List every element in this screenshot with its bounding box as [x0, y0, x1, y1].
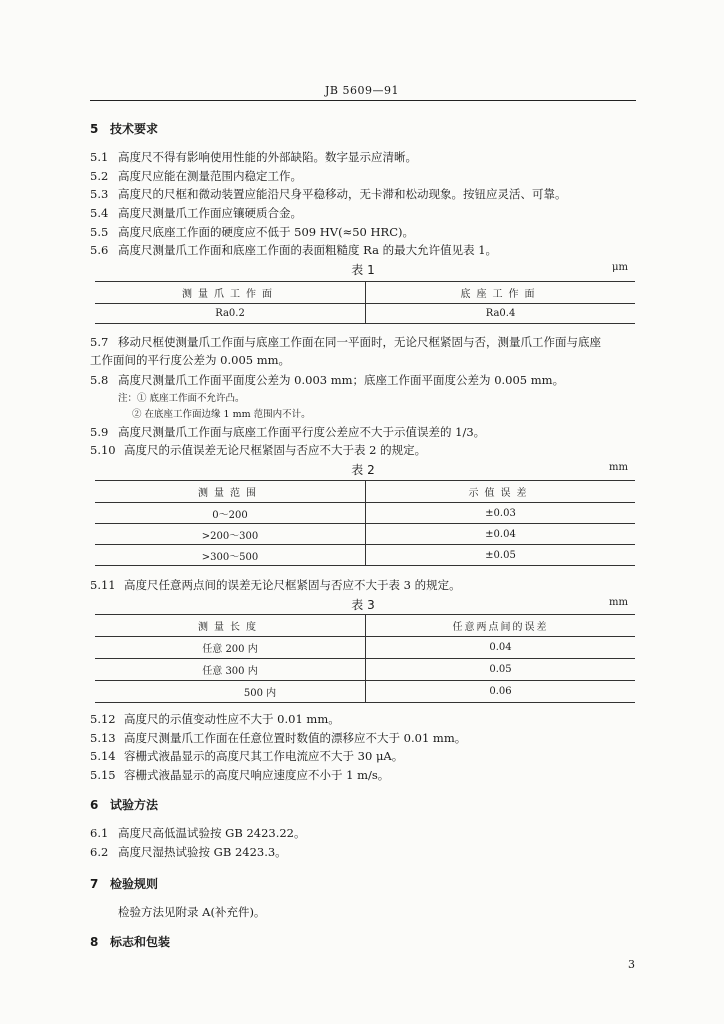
table-2-unit: mm — [609, 462, 628, 473]
standard-header: JB 5609—91 — [325, 84, 399, 97]
clause-5-15: 5.15 容栅式液晶显示的高度尺响应速度应不小于 1 m/s。 — [90, 768, 390, 782]
table-1-header-cell: 测量爪工作面 — [95, 282, 366, 304]
table-2-cell: ±0.03 — [366, 503, 636, 524]
table-2-cell: ±0.04 — [366, 524, 636, 545]
table-3-header-cell: 任意两点间的误差 — [366, 615, 636, 637]
table-3-cell: 0.05 — [366, 659, 636, 681]
table-1-header-cell: 底座工作面 — [366, 282, 636, 304]
clause-5-9: 5.9 高度尺测量爪工作面与底座工作面平行度公差应不大于示值误差的 1/3。 — [90, 425, 486, 439]
table-3-caption: 表 3 — [351, 598, 375, 612]
clause-5-5: 5.5 高度尺底座工作面的硬度应不低于 509 HV(≈50 HRC)。 — [90, 225, 414, 239]
clause-5-8-note-1: 注：① 底座工作面不允许凸。 — [118, 393, 245, 404]
header-rule — [90, 100, 636, 101]
clause-5-6: 5.6 高度尺测量爪工作面和底座工作面的表面粗糙度 Ra 的最大允许值见表 1。 — [90, 243, 498, 257]
clause-6-1: 6.1 高度尺高低温试验按 GB 2423.22。 — [90, 826, 306, 840]
section-7-heading: 7 检验规则 — [90, 877, 159, 891]
table-3-cell: 0.06 — [366, 681, 636, 703]
section-6-heading: 6 试验方法 — [90, 798, 159, 812]
table-2-cell: >300～500 — [95, 545, 366, 566]
page-number: 3 — [628, 958, 635, 971]
table-3-cell: 任意 300 内 — [95, 659, 366, 681]
clause-5-11: 5.11 高度尺任意两点间的误差无论尺框紧固与否应不大于表 3 的规定。 — [90, 578, 461, 592]
table-2-caption: 表 2 — [351, 463, 375, 477]
table-2-cell: >200～300 — [95, 524, 366, 545]
clause-5-2: 5.2 高度尺应能在测量范围内稳定工作。 — [90, 169, 302, 183]
table-2-cell: ±0.05 — [366, 545, 636, 566]
table-1-unit: μm — [612, 262, 628, 273]
table-2-header-cell: 测量范围 — [95, 481, 366, 503]
clause-6-2: 6.2 高度尺湿热试验按 GB 2423.3。 — [90, 845, 287, 859]
clause-5-8: 5.8 高度尺测量爪工作面平面度公差为 0.003 mm；底座工作面平面度公差为 0.005 mm。 — [90, 373, 565, 387]
table-3-cell: 0.04 — [366, 637, 636, 659]
clause-5-4: 5.4 高度尺测量爪工作面应镶硬质合金。 — [90, 206, 302, 220]
clause-5-13: 5.13 高度尺测量爪工作面在任意位置时数值的漂移应不大于 0.01 mm。 — [90, 731, 467, 745]
section-7-text: 检验方法见附录 A(补充件)。 — [118, 905, 266, 919]
table-3-header-cell: 测量长度 — [95, 615, 366, 637]
clause-5-7: 5.7 移动尺框使测量爪工作面与底座工作面在同一平面时，无论尺框紧固与否，测量爪工作面与底座 — [90, 335, 601, 349]
clause-5-8-note-2: ② 在底座工作面边缘 1 mm 范围内不计。 — [132, 409, 311, 420]
section-5-heading: 5 技术要求 — [90, 122, 159, 136]
table-1 — [95, 281, 635, 324]
table-3-unit: mm — [609, 597, 628, 608]
clause-5-10: 5.10 高度尺的示值误差无论尺框紧固与否应不大于表 2 的规定。 — [90, 443, 427, 457]
table-1-cell: Ra0.4 — [366, 304, 636, 324]
clause-5-12: 5.12 高度尺的示值变动性应不大于 0.01 mm。 — [90, 712, 340, 726]
table-3-cell: 任意 200 内 — [95, 637, 366, 659]
table-2-header-cell: 示值误差 — [366, 481, 636, 503]
table-1-cell: Ra0.2 — [95, 304, 366, 324]
table-3-cell: 500 内 — [95, 681, 366, 703]
section-8-heading: 8 标志和包装 — [90, 935, 171, 949]
clause-5-14: 5.14 容栅式液晶显示的高度尺其工作电流应不大于 30 μA。 — [90, 749, 404, 763]
table-1-caption: 表 1 — [351, 263, 375, 277]
clause-5-7-cont: 工作面间的平行度公差为 0.005 mm。 — [90, 353, 291, 367]
clause-5-3: 5.3 高度尺的尺框和微动装置应能沿尺身平稳移动，无卡滞和松动现象。按钮应灵活、可靠。 — [90, 187, 567, 201]
table-2 — [95, 480, 635, 566]
table-3 — [95, 614, 635, 703]
clause-5-1: 5.1 高度尺不得有影响使用性能的外部缺陷。数字显示应清晰。 — [90, 150, 417, 164]
table-2-cell: 0～200 — [95, 503, 366, 524]
